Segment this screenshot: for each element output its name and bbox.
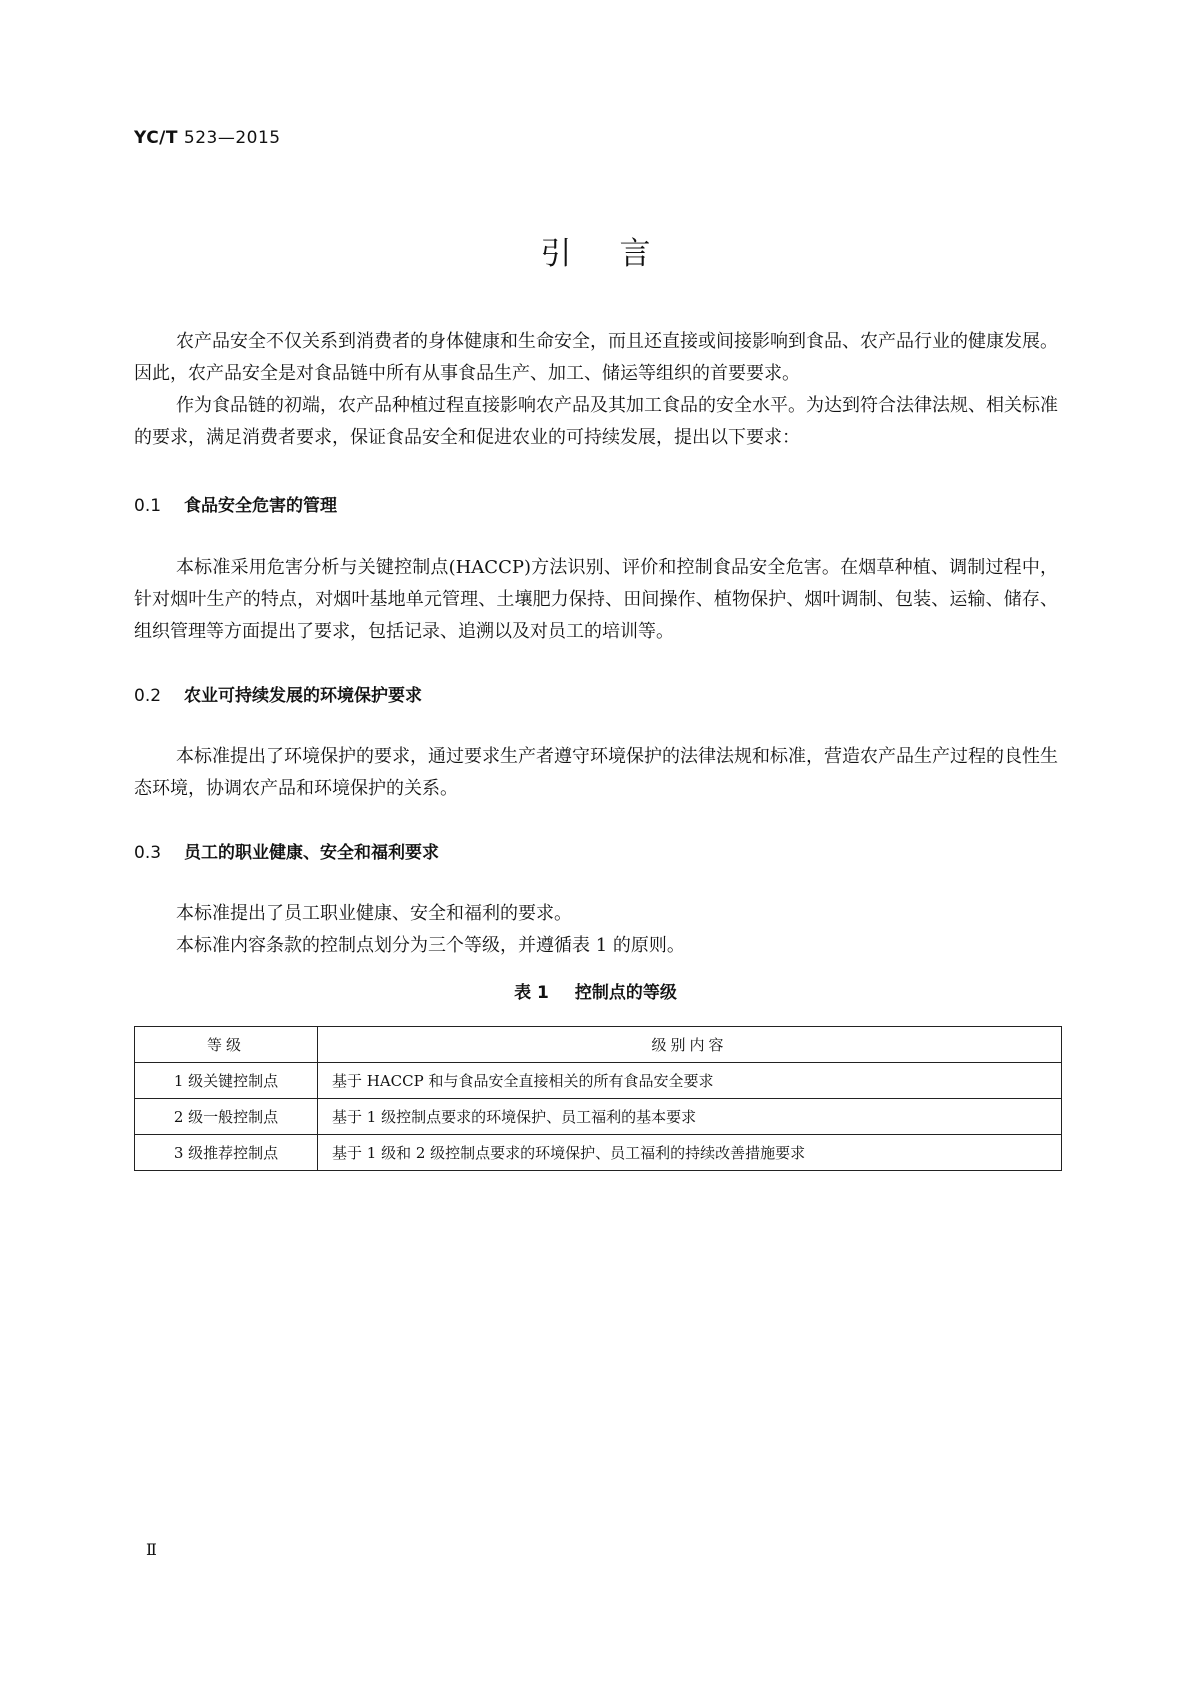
table-header-row (135, 1027, 1062, 1063)
table-caption-title: 控制点的等级 (574, 983, 677, 1003)
section-0-3-paragraph: 本标准提出了员工职业健康、安全和福利的要求。 (176, 903, 572, 924)
section-title: 员工的职业健康、安全和福利要求 (184, 843, 439, 863)
section-number: 0.1 (134, 496, 162, 516)
table-header-content: 级别内容 (318, 1027, 1062, 1063)
table-cell-content: 基于 HACCP 和与食品安全直接相关的所有食品安全要求 (318, 1063, 1062, 1099)
section-heading-0-3 (134, 838, 439, 863)
table-cell-level: 1 级关键控制点 (135, 1063, 318, 1099)
standard-code (134, 128, 281, 148)
table-cell-content: 基于 1 级和 2 级控制点要求的环境保护、员工福利的持续改善措施要求 (318, 1135, 1062, 1171)
table-row (135, 1099, 1062, 1135)
table-caption-label: 表 1 (514, 983, 549, 1003)
standard-code-number: 523—2015 (183, 128, 281, 148)
section-0-2-paragraph: 本标准提出了环境保护的要求，通过要求生产者遵守环境保护的法律法规和标准，营造农产品生产过程的良性生态环境，协调农产品和环境保护的关系。 (134, 746, 1058, 799)
section-0-1-paragraph: 本标准采用危害分析与关键控制点(HACCP)方法识别、评价和控制食品安全危害。在烟草种植、调制过程中，针对烟叶生产的特点，对烟叶基地单元管理、土壤肥力保持、田间操作、植物保护、烟叶调制、包装、运输、储存、组织管理等方面提出了要求，包括记录、追溯以及对员工的培训等。 (134, 557, 1058, 642)
section-heading-0-2 (134, 681, 422, 706)
table-cell-level: 3 级推荐控制点 (135, 1135, 318, 1171)
section-number: 0.3 (134, 843, 162, 863)
page-number: Ⅱ (146, 1540, 157, 1559)
section-number: 0.2 (134, 686, 162, 706)
intro-paragraph-2: 作为食品链的初端，农产品种植过程直接影响农产品及其加工食品的安全水平。为达到符合法律法规、相关标准的要求，满足消费者要求，保证食品安全和促进农业的可持续发展，提出以下要求： (134, 395, 1058, 448)
section-0-3-paragraph-2: 本标准内容条款的控制点划分为三个等级，并遵循表 1 的原则。 (176, 935, 685, 956)
section-title: 食品安全危害的管理 (184, 496, 337, 516)
table-cell-content: 基于 1 级控制点要求的环境保护、员工福利的基本要求 (318, 1099, 1062, 1135)
page-title: 引言 (540, 236, 699, 272)
intro-paragraph-1: 农产品安全不仅关系到消费者的身体健康和生命安全，而且还直接或间接影响到食品、农产品行业的健康发展。因此，农产品安全是对食品链中所有从事食品生产、加工、储运等组织的首要要求。 (134, 331, 1058, 384)
section-title: 农业可持续发展的环境保护要求 (184, 686, 422, 706)
table-caption (0, 978, 1191, 1003)
section-heading-0-1 (134, 491, 337, 516)
table-header-level: 等级 (135, 1027, 318, 1063)
table-row (135, 1135, 1062, 1171)
control-point-levels-table (134, 1026, 1062, 1171)
standard-code-prefix: YC/T (134, 128, 178, 148)
table-cell-level: 2 级一般控制点 (135, 1099, 318, 1135)
table-row (135, 1063, 1062, 1099)
